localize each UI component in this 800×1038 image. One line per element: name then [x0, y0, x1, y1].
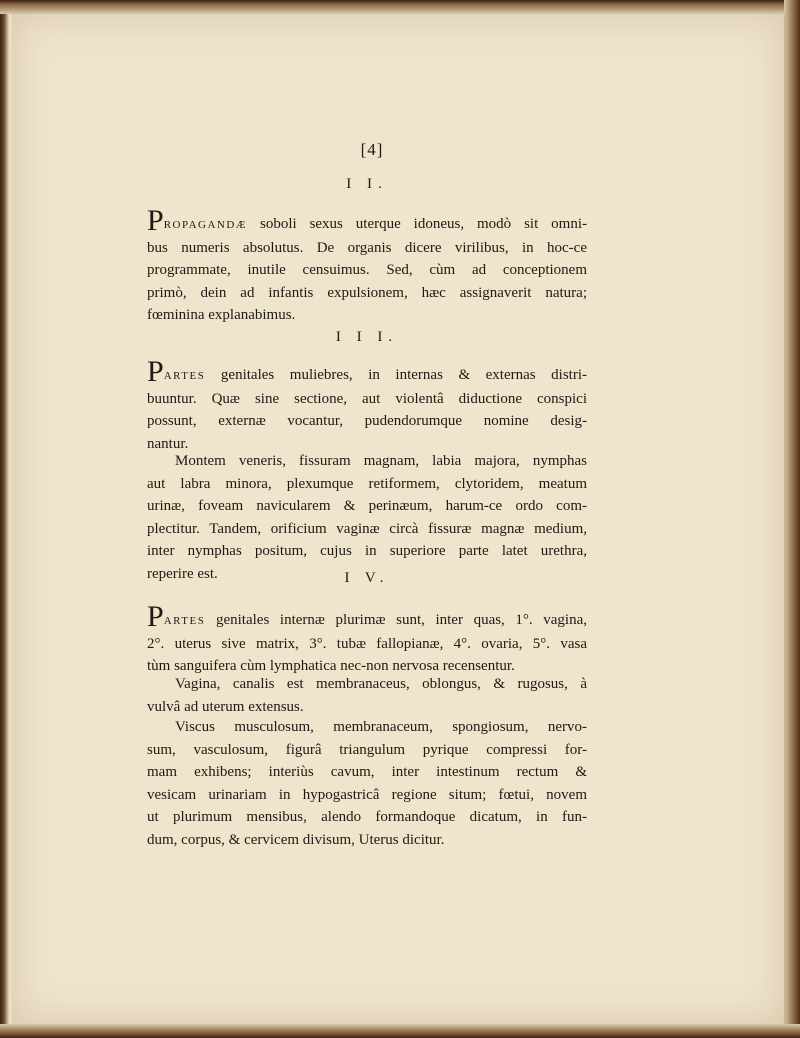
paragraph-line: 2°. uterus sive matrix, 3°. tubæ fallopianæ, 4°. ovaria, 5°. vasa: [147, 635, 587, 652]
paragraph-line: vulvâ ad uterum extensus.: [147, 698, 304, 715]
paragraph-line: sum, vasculosum, figurâ triangulum pyrique compressi for-: [147, 741, 587, 758]
paragraph-line: buuntur. Quæ sine sectione, aut violentâ diductione conspici: [147, 390, 587, 407]
paragraph-line: Viscus musculosum, membranaceum, spongiosum, nervo-: [175, 719, 587, 735]
paragraph-line: bus numeris absolutus. De organis dicere virilibus, in hoc-ce: [147, 239, 587, 256]
smallcaps-word: ARTES: [163, 615, 206, 627]
section-heading-3: I I I.: [335, 329, 399, 345]
paragraph-line: plectitur. Tandem, orificium vaginæ circà fissuræ magnæ medium,: [147, 520, 587, 537]
page-edge-top: [0, 0, 800, 14]
paragraph-line: [147, 204, 587, 237]
paragraph-line: vesicam urinariam in hypogastricâ regione situm; fœtui, novem: [147, 786, 587, 803]
paragraph-line: nantur.: [147, 435, 189, 452]
paragraph-line: urinæ, foveam navicularem & perinæum, harum-ce ordo com-: [147, 498, 587, 515]
paragraph-line: possunt, externæ vocantur, pudendorumque nomine desig-: [147, 413, 587, 430]
paragraph-line: Vagina, canalis est membranaceus, oblongus, & rugosus, à: [175, 676, 587, 692]
paragraph-line: dum, corpus, & cervicem divisum, Uterus dicitur.: [147, 831, 445, 848]
paragraph-line: tùm sanguifera cùm lymphatica nec-non nervosa recensentur.: [147, 658, 515, 675]
paragraph-3-2: [147, 450, 587, 586]
dropcap-letter: P: [147, 204, 164, 237]
paragraph-2-1: [147, 204, 587, 327]
paragraph-3-1: [147, 355, 587, 455]
paragraph-4-3: [147, 716, 587, 852]
paragraph-4-1: [147, 600, 587, 678]
page-edge-bottom: [0, 1024, 800, 1038]
paragraph-line: [147, 600, 587, 633]
page-edge-right: [784, 0, 800, 1038]
paragraph-line: fœminina explanabimus.: [147, 307, 296, 324]
page-number: [4]: [360, 140, 384, 159]
paragraph-line: mam exhibens; interiùs cavum, inter intestinum rectum &: [147, 764, 587, 781]
section-heading-2: I I.: [346, 176, 388, 192]
line-text: genitales muliebres, in internas & externas distri-: [220, 367, 587, 383]
smallcaps-word: ROPAGANDÆ: [163, 219, 248, 231]
section-heading-4: I V.: [344, 570, 390, 586]
paragraph-line: Montem veneris, fissuram magnam, labia majora, nymphas: [175, 453, 587, 469]
dropcap-letter: P: [147, 355, 164, 388]
paragraph-line: programmate, inutile censuimus. Sed, cùm ad conceptionem: [147, 262, 587, 279]
paragraph-line: reperire est.: [147, 565, 218, 582]
line-text: soboli sexus uterque idoneus, modò sit omni-: [259, 216, 587, 232]
paragraph-line: primò, dein ad infantis expulsionem, hæc assignaverit natura;: [147, 284, 587, 301]
paragraph-line: ut plurimum mensibus, alendo formandoque dicatum, in fun-: [147, 809, 587, 826]
line-text: genitales internæ plurimæ sunt, inter quas, 1°. vagina,: [215, 612, 587, 628]
smallcaps-word: ARTES: [163, 370, 206, 382]
paragraph-line: inter nymphas positum, cujus in superiore parte latet urethra,: [147, 543, 587, 560]
paragraph-line: [147, 355, 587, 388]
paragraph-line: aut labra minora, plexumque retiformem, clytoridem, meatum: [147, 475, 587, 492]
dropcap-letter: P: [147, 600, 164, 633]
paragraph-4-2: [147, 673, 587, 718]
